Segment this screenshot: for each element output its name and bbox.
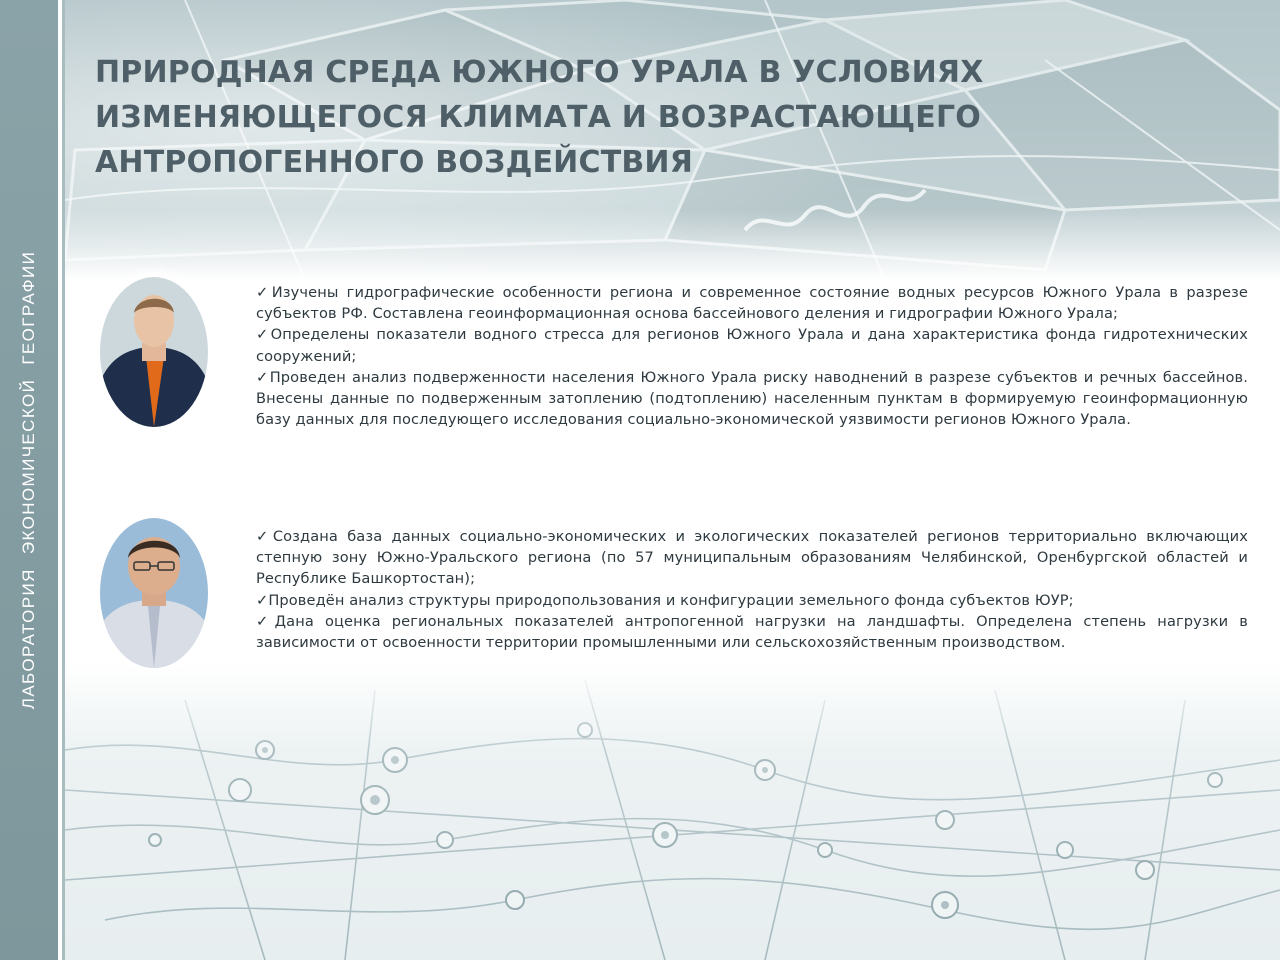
bullet-item: ✓Проведен анализ подверженности населения Южного Урала риску наводнений в разрезе субъектов и речных бассейнов. Внесены данные по подверженным затоплению (подтоплению) населенным пунктам в формируемую геоинформационную базу данных для последующего исследования социально-экономической уязвимости регионов Южного Урала. bbox=[256, 368, 1248, 429]
bullet-item: ✓Изучены гидрографические особенности региона и современное состояние водных ресурсов Южного Урала в разрезе субъектов РФ. Составлена геоинформационная основа бассейнового деления и гидрографии Южного Урала; bbox=[256, 284, 1248, 323]
side-band bbox=[0, 0, 58, 960]
network-map-background bbox=[65, 660, 1280, 960]
bullet-item: ✓Создана база данных социально-экономических и экологических показателей регионов территориально включающих степную зону Южно-Уральского региона (по 57 муниципальным образованиям Челябинской, Оренбургской областей и Республике Башкортостан); bbox=[256, 528, 1248, 588]
person-photo bbox=[100, 277, 208, 427]
bullet-item: ✓Проведён анализ структуры природопользования и конфигурации земельного фонда субъектов ЮУР; bbox=[256, 591, 1074, 609]
bullet-item: ✓Дана оценка региональных показателей антропогенной нагрузки на ландшафты. Определена степень нагрузки в зависимости от освоенности территории промышленными или сельскохозяйственным производством. bbox=[256, 612, 1248, 652]
side-label: ЛАБОРАТОРИЯ ЭКОНОМИЧЕСКОЙ ГЕОГРАФИИ bbox=[19, 250, 38, 710]
achievements-block-1 bbox=[256, 282, 1248, 430]
bullet-item: ✓Определены показатели водного стресса для регионов Южного Урала и дана характеристика фонда гидротехнических сооружений; bbox=[256, 326, 1248, 365]
page-title: ПРИРОДНАЯ СРЕДА ЮЖНОГО УРАЛА В УСЛОВИЯХ ИЗМЕНЯЮЩЕГОСЯ КЛИМАТА И ВОЗРАСТАЮЩЕГО АНТРОПОГЕННОГО ВОЗДЕЙСТВИЯ bbox=[95, 55, 984, 180]
achievements-block-2 bbox=[256, 526, 1248, 653]
person-photo bbox=[100, 518, 208, 668]
